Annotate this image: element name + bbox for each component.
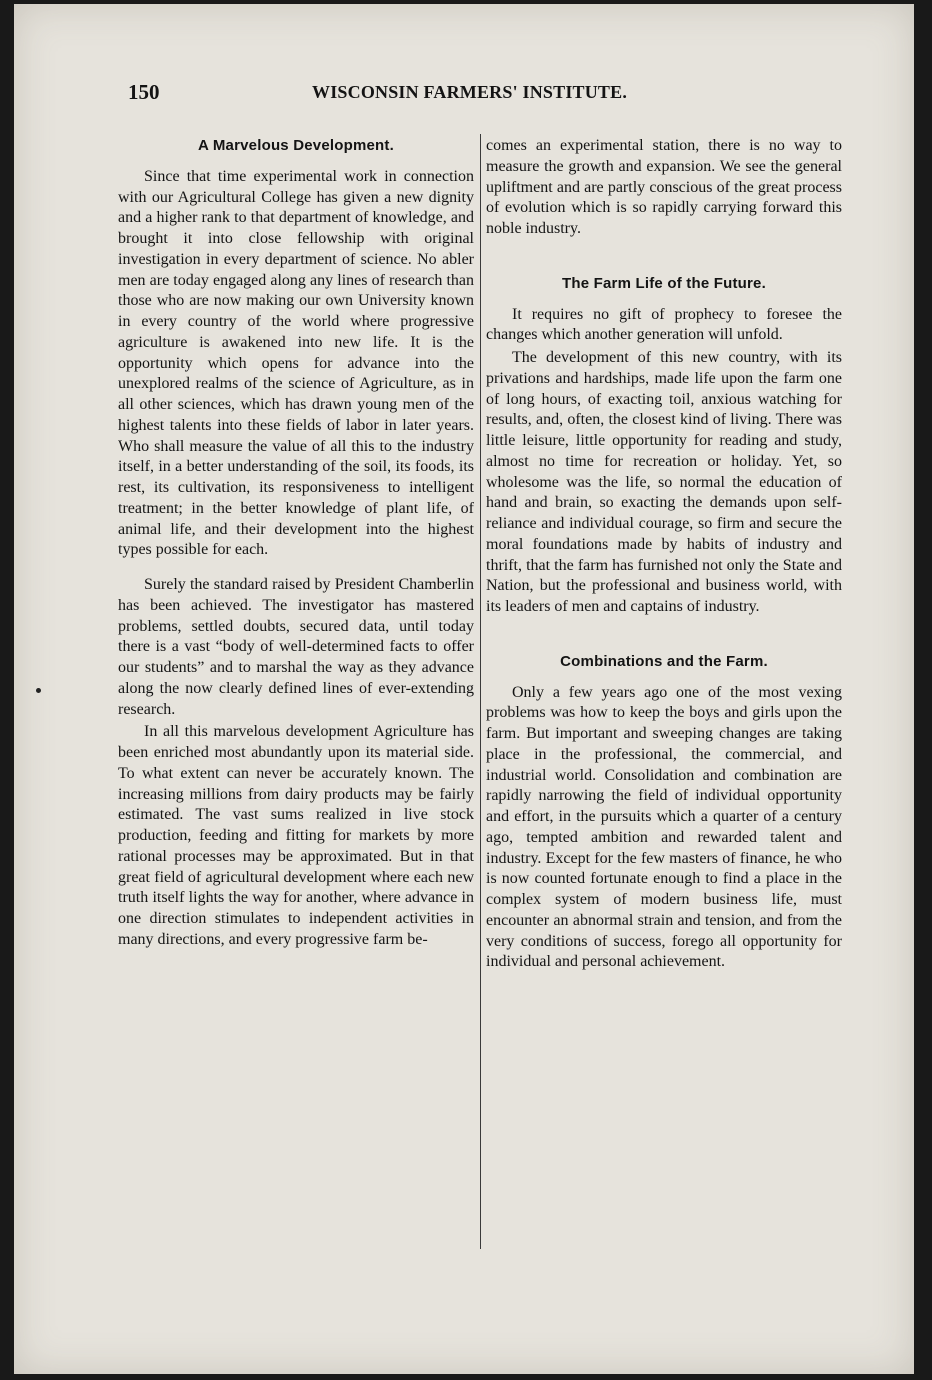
- paragraph: The development of this new country, with its privations and hardships, made life upon the farm one of long hours, of exacting toil, anxious watching for results, and, often, the closest kind of living. There was little leisure, little opportunity for reading and study, almost no time for recreation or holiday. Yet, so wholesome was the life, so normal the education of hand and brain, so exacting the demands upon self-reliance and individual courage, so firm and secure the moral foundations made by habits of industry and thrift, that the farm has furnished not only the State and Nation, but the professional and business world, with its leaders of men and captains of industry.: [486, 349, 842, 615]
- section-heading-combinations-farm: Combinations and the Farm.: [560, 652, 768, 670]
- paragraph: Surely the standard raised by President Chamberlin has been achieved. The investigator has mastered problems, settled doubts, secured data, until today there is a vast “body of well-determined facts to offer our students” and to marshal the way as they advance along the now clearly defined lines of ever-extending research.: [118, 576, 474, 718]
- paragraph-continuation: comes an experimental station, there is no way to measure the growth and expansion. We see the general upliftment and are partly conscious of the great process of evolution which is so rapidly carrying forward this noble industry.: [486, 137, 842, 237]
- left-column: [118, 136, 474, 951]
- paragraph: Since that time experimental work in connection with our Agricultural College has given a new dignity and a higher rank to that department of knowledge, and brought it into close fellowship with original investigation in every department of science. No abler men are today engaged along any lines of research than those who are now making our own University known in every country of the world where progressive agriculture is awakened into new life. It is the opportunity which opens for advance into the unexplored realms of the science of Agriculture, as in all other sciences, which has drawn young men of the highest talents into these fields of labor in later years. Who shall measure the value of all this to the industry itself, in a better understanding of the soil, its foods, its rest, its cultivation, its responsiveness to intelligent treatment; in the better knowledge of plant life, of animal life, and their development into the highest types possible for each.: [118, 167, 474, 559]
- scanned-page: [14, 4, 914, 1374]
- right-column: [486, 136, 842, 973]
- paragraph: In all this marvelous development Agriculture has been enriched most abundantly upon its material side. To what extent can never be accurately known. The increasing millions from dairy products may be fairly estimated. The vast sums realized in live stock production, feeding and fitting for markets by more rational processes may be approximated. But in that great field of agricultural development where each new truth itself lights the way for another, where advance in one direction stimulates to independent activities in many directions, and every progressive farm be-: [118, 723, 474, 948]
- running-title: WISCONSIN FARMERS' INSTITUTE.: [312, 82, 628, 102]
- paragraph: It requires no gift of prophecy to foresee the changes which another generation will unfold.: [486, 305, 842, 344]
- scan-speck: [36, 688, 41, 693]
- section-heading-farm-life-future: The Farm Life of the Future.: [562, 274, 766, 292]
- page-number: 150: [128, 80, 160, 104]
- paragraph: Only a few years ago one of the most vexing problems was how to keep the boys and girls upon the farm. But important and sweeping changes are taking place in the professional, the commercial, and industrial world. Consolidation and combination are rapidly narrowing the field of individual opportunity and effort, in the pursuits which a quarter of a century ago, tempted ambition and rewarded talent and industry. Except for the few masters of finance, he who is now counted fortunate enough to find a place in the complex system of modern business life, must encounter an abnormal strain and tension, and from the very conditions of success, forego all opportunity for individual and personal achievement.: [486, 683, 842, 971]
- page-header: [128, 80, 678, 110]
- section-heading-marvelous-development: A Marvelous Development.: [198, 137, 394, 154]
- column-divider: [480, 134, 481, 1249]
